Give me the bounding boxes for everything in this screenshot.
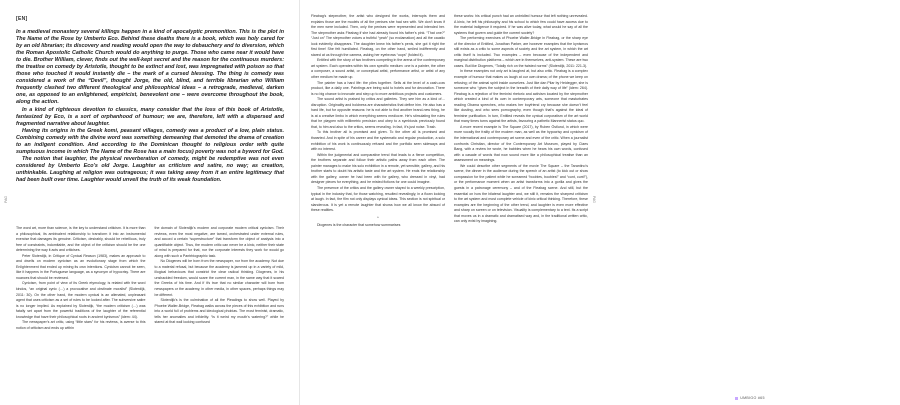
- body-paragraph: Fleabag’s stepmother, the artist who designed the works, interrupts them and explains those are the models of all the penises she had sex with. We don’t know if the men were included. Then, only the penises were represented and intended her. The stepmother asks Fleabag if she had already found his father’s pink. “That one?” “Just on” The stepmother voices a truthful “yeah” (so exclamation) and all the caustic look evidently disappears. The daughter knew his father’s penis, she got it right the first time! She felt humiliated. Fleabag, on the other hand, smiled indifferently and stared at us through the camera, asking her eyebrows “oops” (folded it).: [311, 14, 445, 57]
- body-paragraph: Cynicism, from point of view of its Greek etymology, is related with the word kindos, “an original cynic (…) a provocative and obstinate moralist” (Sloterdijk, 2011: 30). On the other hand, the modern cynical is an alienated, unpleasant agent that uses criticism as a set of rules to be looked after. The subversive satire is no longer implied. As explained by Sloterdijk, “the modern criticism (…) was fatally set apart from the powerful traditions of the laughter of the referential knowledge that have their philosophical roots in ancient kynismos” (idem: 44).: [16, 281, 146, 319]
- right-body-columns: [311, 14, 588, 390]
- body-paragraph: Sloterdijk’s is the culmination of all the Pleadings to show well. Played by Phoebe Waller-Bridge, Fleabag walks across the pieces of this exhibition and runs into a world full of problems and ideological phobias. The most feminist, dramatic, tells her anomalies and infidelity. “Is it weird my mouth’s watering?” while he stared at that wall looking confused: [154, 298, 284, 325]
- footer-right-text: UMBIGO #65: [740, 396, 765, 400]
- right-page: [300, 0, 765, 405]
- left-body-columns: [16, 226, 284, 390]
- square-icon: [735, 397, 738, 400]
- body-paragraph: The presence of the critics and the gallery owner stayed to a weekly prescription, typical in the industry that, for those watching, resulted revealingly, in a flown looking at laugh. In fact, the film not only displays cynical ideas. This section is not spiritual or slanderous. It is yet a remote laughter that shows how we all know the absurd of these realities.: [311, 185, 445, 213]
- left-column-2: [155, 226, 285, 390]
- margin-label-left: PAG: [4, 196, 8, 203]
- body-paragraph: We could describe other segments of the movie The Square – the Tarantino’s scene, the dinner in the audience during the speech of an artist (to kick out or show compassion for the patient while he screamed “boobies, boobies!” and “cunt, cunt!”), or the performance moment when an artist transforms into a gorilla and gives the guests in a patronage ceremony – and of the Fleabag scene. And still, but the essential on how the bilateral laughter and, we still it, remains the sharpest criticism to the art system and most complete vehicle of kinic critical thinking. Therefore, these examples are the beginning of the other trend, and laughter is even more effective and sharp on screen or on television. Visuality is complementary to a text. Its a script that moves us in a dramatic and dramatised way and, in the traditional written critic, can only exist by imagining.: [454, 163, 588, 224]
- body-paragraph: The newspaper’s art critic, using “little stars” for his reviews, is averse to this notion of criticism and ends up within: [16, 320, 146, 330]
- margin-label-right: PAG: [592, 196, 596, 203]
- left-page: [0, 0, 300, 405]
- body-paragraph: Entitled with the story of two brothers competing in the arena of the contemporary art system. Each operates within his own specific medium: one is a painter, the other a composer, a sound artist, or conceptual artist, performance artist, or artist of any other medium he made up.: [311, 58, 445, 80]
- language-tag: [EN]: [16, 16, 28, 22]
- body-paragraph: The word art, more than science, is the key to understand criticism. It is more than a philosophical, its ambivalent relationship to transform it into an instrumental exercise that damages its genuine. Criticism, desirably, should be rebellious, truly free of constraints, indomitable, and the object of the criticism should be the one determining the way it acts and criticises.: [16, 226, 146, 253]
- body-paragraph: No Diogenes will be born from the newspaper, nor from the academy. Not due to a material refusal, but because the academy is jammed up in a variety of mild, illogical behaviours that constrict the clear radical thinking. Diogenes, in his unshackled freedom, would scare the current man, in the same way that it scared the Greeks of his time. And if it’s true that no similar character will born from newspapers or the academy, in other media, in other spaces, perhaps things may be different.: [154, 259, 284, 297]
- lead-p-4: The notion that laughter, the physical reverberation of comedy, might be redemptive was not even considered by Umberto Eco’s old Jorge. Laughter as criticism and satire, no way; as creation, unthinkable. Laughing at religion was outrageous; it was taking away from it an entire legitimacy that had been built over time. Laughter would unveil the truth of its weak foundation.: [16, 155, 284, 183]
- body-paragraph: Within the judgmental and comparative trend that leads to a fierce competition, the brothers separate and follow their artistic paths away from each other. The painter manages to make his solo exhibition in a remote, yet sensible, gallery, and his brother starts to doubt his artistic taste and the art system. He ends the relationship with the gallery, owner he had been with for gallery, who dressed in vinyl, had designer pieces for everything, and he misted fictions for one could imagine.: [311, 152, 446, 185]
- body-paragraph: The sound artist is praised by critics and galleries. They see him as a kind of… disruption. Originality and boldness are characteristics that define him. He also has a hard life, but for opposite reasons: he is not able to find another brand-new thing, he is at a creative limbo in which everything seems mediocre. He’s stimulating the rules that he playpen with millimetric precision and obey to a symbiosis previously found that, to him and also to the critics, seems revealing. In fact, it’s just noise. Trash.: [311, 97, 445, 129]
- body-paragraph: Diogenes is the character that somehow summarises: [317, 223, 401, 228]
- left-column-1: [16, 226, 146, 390]
- lead-p-3: Having its origins in the Greek komi, peasant villages, comedy was a product of a low, plain status. Combining comedy with the divine word was something demeaning that demoted the drama of creation to an indigent condition. And according to the Dominican thought to religious order with quite sumptuous income in which The Name of the Rose has a main focus) poverty was not a byword for God.: [16, 127, 284, 155]
- body-paragraph: these works: his critical punch had an unbridled humour that left nothing unrevealed. A kinic, he left his philosophy and his school to which few could have access due to the material indigence it required. If he was alive today, what would he say of all the systems that govern and guide the current society?: [454, 14, 588, 35]
- body-paragraph: In these examples not only art is laughed at, but also critic. Fleabag is a complex example of humour that makes us laugh at our own drama; of the phone we keep on refusing; of the animal spirit inside ourselves. Just like dan Pilar by Heidegger, she is someone who “gives the subject in the breadth of their daily way of life” (idem: 264). Fleabag is a rejection of the feminist rhetoric and activism located by the stepmother which created a kind of its own in contemporary arts, someone that masturbates reading Obama speeches, who makes her boyfriend cry because she doesn’t feel like dusting, and who sees pornography, even though that’s against the ideal of feminine purification. In turn, Entitled reveals the cynical corporatism of the art world that many times turns against the artists, favouring a pathetic Mannerist status quo.: [454, 69, 588, 124]
- lead-p-2: In a kind of righteous devotion to classics, many consider that the loss of this book of Aristotle, fantasized by Eco, is a sort of orphanhood of humour; we are, therefore, left with a dispersed and fragmented narrative about laughter.: [16, 106, 284, 127]
- body-paragraph: The painter has a hard life: the piles together. Sells at the level of a cash-cow product, like a daily one. Paintings are being sold to hotels and for decoration. There is no big chance to innovate and step up to more ambitious projects and customers.: [311, 80, 445, 96]
- section-divider: *: [377, 215, 379, 220]
- right-column-1: [311, 14, 445, 390]
- footer-right: [600, 396, 900, 400]
- body-paragraph: the domain of Sloterdijk’s modern and corporate modern critical cynicism. Their reviews, even the most negative, are tamed, orchestrated under external rules, and accord a certain “superstructure” that transform the object of analysis into a quantifiable object. Thus, the modern critic can never be a kinic, neither their state of mind is prepared for that, nor the corporate interests they work for would go along with such a Pantrbiographic task.: [154, 226, 284, 258]
- lead-paragraph: [16, 29, 284, 184]
- body-paragraph: Peter Sloterdijk, in Critique of Cynical Reason (1983), makes an approach to and dwells on modern cynicism as an evolutionary stage from which the Enlightenment that ended up mining its own intentions. Cynicism cannot be seen, like it happens in the Portuguese language, as a synonym of hypocrisy. There are nuances that should be reviewed.: [16, 253, 146, 280]
- lead-p-1: In a medieval monastery several killings happen in a kind of apocalyptic premonition. This is the plot in The Name of the Rose by Umberto Eco. Behind these deaths there is a book, which was holy cared for by an old librarian; its discovery and reading would open the way to debauchery and to diversion, which the Roman Apostolic Catholic Church would do anything to purge. Those who came near it would have to die. Brother William, clever, finds out the well-kept secret and the reason for the continuous murders: the treatise on comedy by Aristotle, thought to be extinct and lost, was impregnated with poison so that those who touched it would instantly die – the mark of a cursed blessing. The thing is comedy was considered a work of the “Devil”, thought Jorge, the old, blind, and terrible librarian who William frequently clashed two different theological and philosophical ideas – a retrograde, medieval, darken one, as opposed to an enlightened, empiricist, benevolent one – were overcome throughout the book, along the action.: [16, 29, 284, 106]
- body-paragraph: A more recent example is The Square (2017), by Ruben Östlund, in which were more vocally the frailty of the modern man, as well as the hypocrisy and cynicism of the international and contemporary art scene and even of the critic. When a journalist confronts Christian, director of the Contemporary Art Museum, played by Claes Bang, with a review he wrote, he babbles when he hears his own words, confused with a casade of words that now sound more like a philosophical treatise than an assessment on meanings.: [454, 124, 588, 163]
- body-paragraph: To this brother all is promised and given. To the other all is promised and thwarted. And in spite of his career and the systematic and regular production, a solo exhibition of his work is continuously refused and the portfolio seen sideways and with no interest.: [311, 130, 445, 152]
- right-column-2: [454, 14, 588, 390]
- body-paragraph: The performing exercises of Phoebe Waller-Bridge in Fleabag, or the sharp eye of the director of Entitled, Jonathan Parker, are however examples that the kynismos still exists as a critic to some aspects of society and the art system, in which the art critic itself is included. Two examples – even because of the independent and marginal distribution platforms – which are in themselves, anti-system. These are two cases. But like Diogenes, “Totally rich on the twisted norms” (Sloterdijk, 2011: 221-3).: [454, 36, 588, 68]
